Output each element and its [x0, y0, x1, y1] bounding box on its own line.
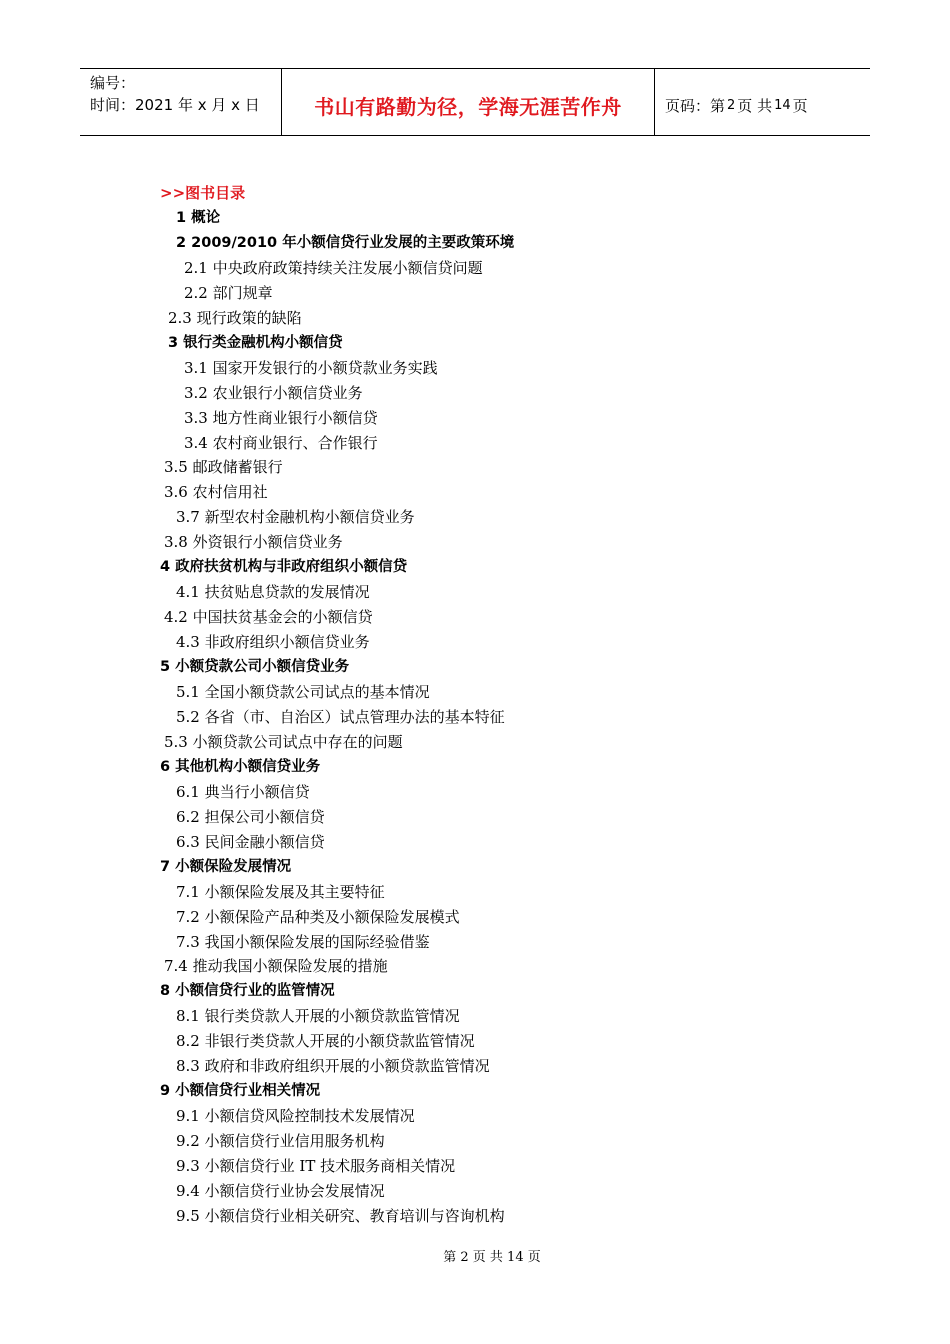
toc-section: 7.3 我国小额保险发展的国际经验借鉴	[176, 933, 430, 951]
toc-section: 7.1 小额保险发展及其主要特征	[176, 883, 385, 901]
toc-chapter: 9 小额信贷行业相关情况	[160, 1083, 321, 1099]
toc-chapter: 2 2009/2010 年小额信贷行业发展的主要政策环境	[176, 235, 515, 251]
page-total: 14	[774, 97, 791, 113]
toc-section: 3.6 农村信用社	[164, 483, 268, 501]
toc-chapter: 8 小额信贷行业的监管情况	[160, 983, 335, 999]
page-prefix: 页码：第	[665, 96, 726, 115]
toc-chapter: 3 银行类金融机构小额信贷	[168, 335, 343, 351]
toc-section: 9.5 小额信贷行业相关研究、教育培训与咨询机构	[176, 1207, 505, 1225]
header-info-cell	[80, 69, 282, 135]
toc-section: 5.3 小额贷款公司试点中存在的问题	[164, 733, 403, 751]
toc-section: 6.1 典当行小额信贷	[176, 783, 310, 801]
time-label: 时间：2021 年 x 月 x 日	[90, 96, 260, 114]
toc-section: 2.3 现行政策的缺陷	[168, 309, 302, 327]
page-suffix: 页	[792, 96, 808, 115]
toc-section: 5.2 各省（市、自治区）试点管理办法的基本特征	[176, 708, 505, 726]
toc-chapter: 1 概论	[176, 210, 221, 226]
toc-section: 8.1 银行类贷款人开展的小额贷款监管情况	[176, 1007, 460, 1025]
toc-section: 9.1 小额信贷风险控制技术发展情况	[176, 1107, 415, 1125]
toc-section: 3.2 农业银行小额信贷业务	[184, 384, 363, 402]
toc-section: 9.4 小额信贷行业协会发展情况	[176, 1182, 385, 1200]
toc-section: 9.3 小额信贷行业 IT 技术服务商相关情况	[176, 1157, 456, 1175]
toc-section: 2.2 部门规章	[184, 284, 273, 302]
toc-section: 5.1 全国小额贷款公司试点的基本情况	[176, 683, 430, 701]
header-page-cell	[655, 69, 870, 135]
toc-section: 9.2 小额信贷行业信用服务机构	[176, 1132, 385, 1150]
toc-section: 3.8 外资银行小额信贷业务	[164, 533, 343, 551]
number-label: 编号：	[90, 74, 136, 92]
document-header	[80, 68, 870, 136]
motto-text: 书山有路勤为径，学海无涯苦作舟	[314, 94, 622, 119]
header-motto-cell	[282, 69, 655, 135]
toc-section: 8.3 政府和非政府组织开展的小额贷款监管情况	[176, 1057, 490, 1075]
toc-section: 3.3 地方性商业银行小额信贷	[184, 409, 378, 427]
toc-section: 4.3 非政府组织小额信贷业务	[176, 633, 370, 651]
toc-chapter: 7 小额保险发展情况	[160, 859, 292, 875]
toc-title: >>图书目录	[160, 184, 246, 202]
toc-section: 6.2 担保公司小额信贷	[176, 808, 325, 826]
toc-section: 3.4 农村商业银行、合作银行	[184, 434, 378, 452]
toc-chapter: 5 小额贷款公司小额信贷业务	[160, 659, 350, 675]
toc-section: 7.4 推动我国小额保险发展的措施	[164, 957, 388, 975]
toc-chapter: 6 其他机构小额信贷业务	[160, 759, 321, 775]
toc-chapter: 4 政府扶贫机构与非政府组织小额信贷	[160, 559, 408, 575]
toc-section: 6.3 民间金融小额信贷	[176, 833, 325, 851]
toc-section: 8.2 非银行类贷款人开展的小额贷款监管情况	[176, 1032, 475, 1050]
page-current: 2	[727, 97, 736, 113]
page-mid: 页 共	[737, 96, 773, 115]
toc-section: 2.1 中央政府政策持续关注发展小额信贷问题	[184, 259, 483, 277]
footer-page-number: 第 2 页 共 14 页	[443, 1250, 541, 1265]
page-footer	[0, 1246, 950, 1265]
toc-section: 4.1 扶贫贴息贷款的发展情况	[176, 583, 370, 601]
toc-section: 3.7 新型农村金融机构小额信贷业务	[176, 508, 415, 526]
toc-section: 3.5 邮政储蓄银行	[164, 458, 283, 476]
toc-section: 4.2 中国扶贫基金会的小额信贷	[164, 608, 373, 626]
toc-section: 3.1 国家开发银行的小额贷款业务实践	[184, 359, 438, 377]
toc-section: 7.2 小额保险产品种类及小额保险发展模式	[176, 908, 460, 926]
